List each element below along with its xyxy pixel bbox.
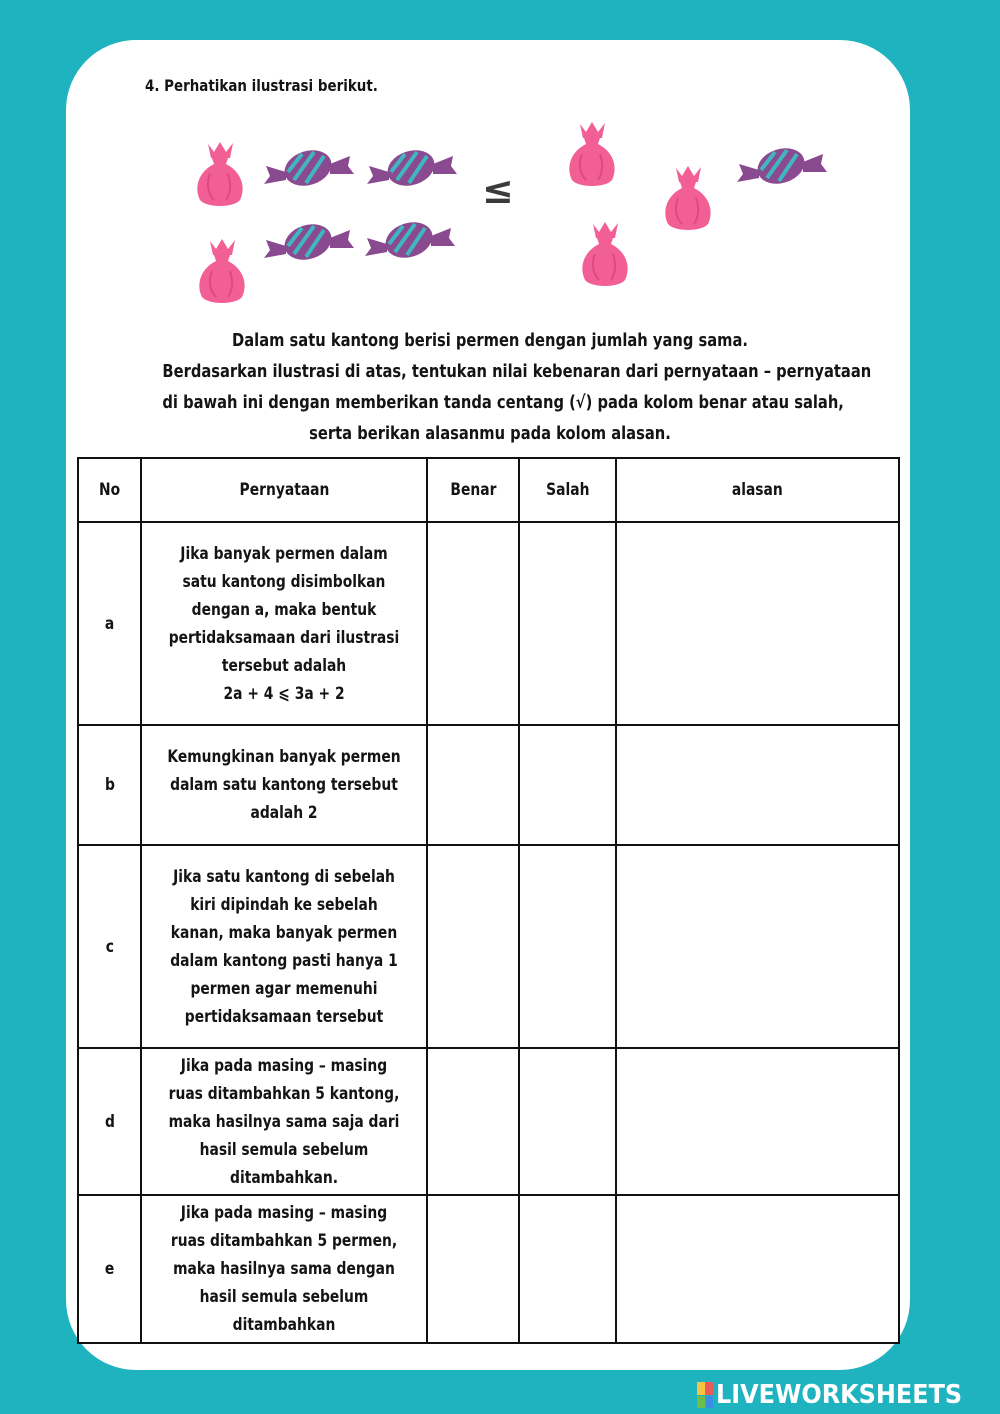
liveworksheets-logo[interactable] — [697, 1378, 984, 1412]
candy-bag-icon — [199, 239, 244, 303]
candy-bag-icon — [197, 142, 242, 206]
table-row — [78, 1195, 899, 1343]
row-number: e — [78, 1195, 141, 1343]
true-checkbox-cell[interactable] — [427, 1048, 519, 1195]
header-true: Benar — [427, 458, 519, 522]
table-row — [78, 522, 899, 725]
header-no: No — [78, 458, 141, 522]
false-checkbox-cell[interactable] — [519, 1195, 616, 1343]
reason-input-cell[interactable] — [616, 1195, 899, 1343]
statement-text: Jika banyak permen dalam satu kantong disimbolkan dengan a, maka bentuk pertidaksamaan dari ilustrasi tersebut adalah — [168, 543, 400, 675]
table-header-row — [78, 458, 899, 522]
statement-cell — [141, 1048, 427, 1195]
false-checkbox-cell[interactable] — [519, 1048, 616, 1195]
instruction-line: di bawah ini dengan memberikan tanda centang (√) pada kolom benar atau salah, — [162, 393, 844, 413]
false-checkbox-cell[interactable] — [519, 522, 616, 725]
table-row — [78, 725, 899, 845]
logo-badge-icon — [697, 1382, 713, 1408]
row-number: a — [78, 522, 141, 725]
header-reason: alasan — [616, 458, 899, 522]
question-title: 4. Perhatikan ilustrasi berikut. — [145, 76, 378, 95]
statement-cell — [141, 522, 427, 725]
true-checkbox-cell[interactable] — [427, 1195, 519, 1343]
wrapped-candy-icon — [737, 142, 827, 189]
statement-text: Jika pada masing – masing ruas ditambahkan 5 permen, maka hasilnya sama dengan hasil semula sebelum ditambahkan — [170, 1203, 398, 1334]
reason-input-cell[interactable] — [616, 522, 899, 725]
header-false: Salah — [519, 458, 616, 522]
table-row — [78, 1048, 899, 1195]
instruction-line: Berdasarkan ilustrasi di atas, tentukan nilai kebenaran dari pernyataan – pernyataan — [162, 362, 872, 382]
wrapped-candy-icon — [264, 218, 354, 265]
instructions — [100, 326, 880, 450]
row-number: d — [78, 1048, 141, 1195]
candy-bag-icon — [569, 122, 614, 186]
statement-text: Kemungkinan banyak permen dalam satu kantong tersebut adalah 2 — [167, 747, 401, 822]
statement-formula: 2a + 4 ⩽ 3a + 2 — [223, 683, 345, 703]
row-number: c — [78, 845, 141, 1048]
instruction-line: Dalam satu kantong berisi permen dengan jumlah yang sama. — [232, 331, 748, 351]
right-side-group — [569, 122, 827, 286]
statement-cell — [141, 725, 427, 845]
candy-illustration — [0, 0, 1000, 320]
true-checkbox-cell[interactable] — [427, 725, 519, 845]
statement-cell — [141, 845, 427, 1048]
reason-input-cell[interactable] — [616, 725, 899, 845]
candy-bag-icon — [582, 222, 627, 286]
statement-cell — [141, 1195, 427, 1343]
false-checkbox-cell[interactable] — [519, 725, 616, 845]
wrapped-candy-icon — [365, 216, 455, 263]
left-side-group — [197, 142, 457, 303]
wrapped-candy-icon — [264, 144, 354, 191]
reason-input-cell[interactable] — [616, 1048, 899, 1195]
statement-text: Jika pada masing – masing ruas ditambahkan 5 kantong, maka hasilnya sama saja dari hasil semula sebelum ditambahkan. — [168, 1055, 400, 1187]
candy-bag-icon — [665, 166, 710, 230]
true-checkbox-cell[interactable] — [427, 522, 519, 725]
statement-text: Jika satu kantong di sebelah kiri dipindah ke sebelah kanan, maka banyak permen dalam kantong pasti hanya 1 permen agar memenuhi pertidaksamaan tersebut — [170, 866, 398, 1026]
table-row — [78, 845, 899, 1048]
brand-name: LIVEWORKSHEETS — [716, 1380, 963, 1410]
wrapped-candy-icon — [367, 144, 457, 191]
inequality-symbol: ≤ — [482, 168, 514, 212]
answer-table — [77, 457, 900, 1344]
header-statement: Pernyataan — [141, 458, 427, 522]
false-checkbox-cell[interactable] — [519, 845, 616, 1048]
row-number: b — [78, 725, 141, 845]
true-checkbox-cell[interactable] — [427, 845, 519, 1048]
reason-input-cell[interactable] — [616, 845, 899, 1048]
instruction-line: serta berikan alasanmu pada kolom alasan. — [309, 424, 671, 444]
